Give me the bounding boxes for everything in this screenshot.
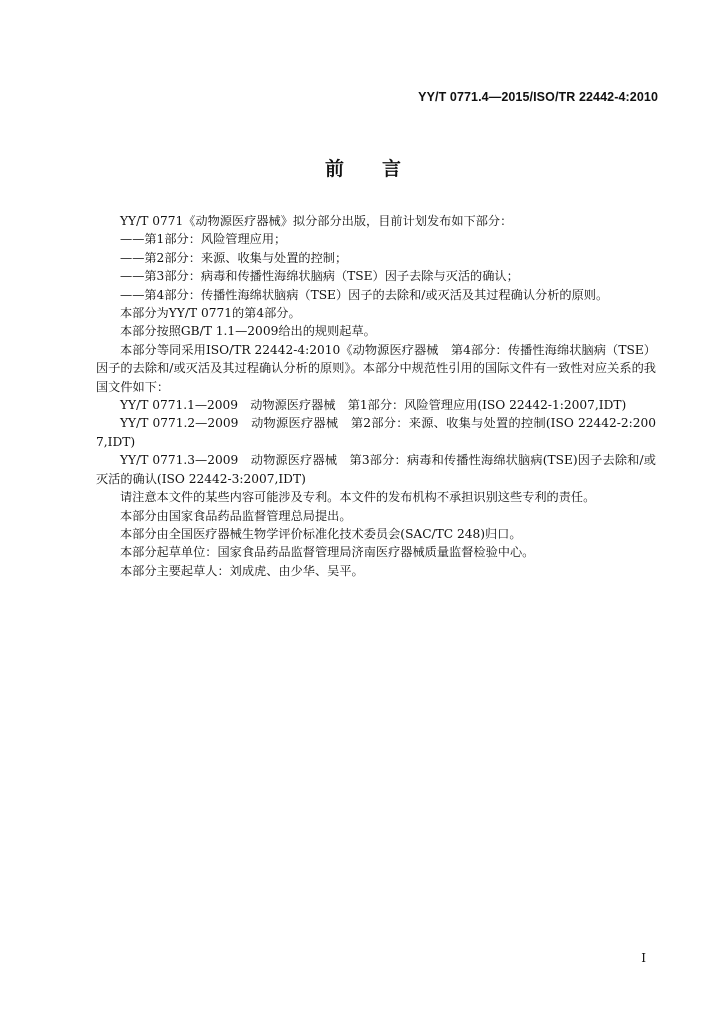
paragraph-drafters: 本部分主要起草人：刘成虎、由少华、吴平。 [120, 563, 364, 578]
page-title: 前言 [324, 158, 439, 180]
document-body [96, 212, 656, 580]
paragraph-adoption: 本部分等同采用ISO/TR 22442-4:2010《动物源医疗器械 第4部分：传播性海绵状脑病（TSE）因子的去除和/或灭活及其过程确认分析的原则》。本部分中规范性引用的国际文件有一致性对应关系的我国文件如下： [96, 342, 656, 394]
standard-number-header: YY/T 0771.4—2015/ISO/TR 22442-4:2010 [418, 90, 658, 104]
paragraph-part-statement: 本部分为YY/T 0771的第4部分。 [120, 306, 301, 321]
reference-part-1: YY/T 0771.1—2009 动物源医疗器械 第1部分：风险管理应用(ISO 22442-1:2007,IDT) [120, 398, 627, 413]
paragraph-proposer: 本部分由国家食品药品监督管理总局提出。 [120, 508, 352, 523]
paragraph-committee: 本部分由全国医疗器械生物学评价标准化技术委员会(SAC/TC 248)归口。 [120, 526, 522, 541]
list-item-part-2: ——第2部分：来源、收集与处置的控制； [120, 250, 348, 265]
list-item-part-3: ——第3部分：病毒和传播性海绵状脑病（TSE）因子去除与灭活的确认； [120, 269, 519, 284]
reference-part-2: YY/T 0771.2—2009 动物源医疗器械 第2部分：来源、收集与处置的控制(ISO 22442-2:2007,IDT) [96, 416, 656, 449]
page-number: I [641, 951, 646, 965]
paragraph-patent-notice: 请注意本文件的某些内容可能涉及专利。本文件的发布机构不承担识别这些专利的责任。 [120, 490, 596, 505]
paragraph-drafting-rules: 本部分按照GB/T 1.1—2009给出的规则起草。 [120, 324, 376, 339]
paragraph-intro: YY/T 0771《动物源医疗器械》拟分部分出版，目前计划发布如下部分： [120, 214, 513, 228]
reference-part-3: YY/T 0771.3—2009 动物源医疗器械 第3部分：病毒和传播性海绵状脑病(TSE)因子去除和/或灭活的确认(ISO 22442-3:2007,IDT) [96, 453, 656, 486]
list-item-part-1: ——第1部分：风险管理应用； [120, 232, 287, 247]
list-item-part-4: ——第4部分：传播性海绵状脑病（TSE）因子的去除和/或灭活及其过程确认分析的原则。 [120, 287, 609, 302]
paragraph-drafting-unit: 本部分起草单位：国家食品药品监督管理局济南医疗器械质量监督检验中心。 [120, 545, 535, 560]
